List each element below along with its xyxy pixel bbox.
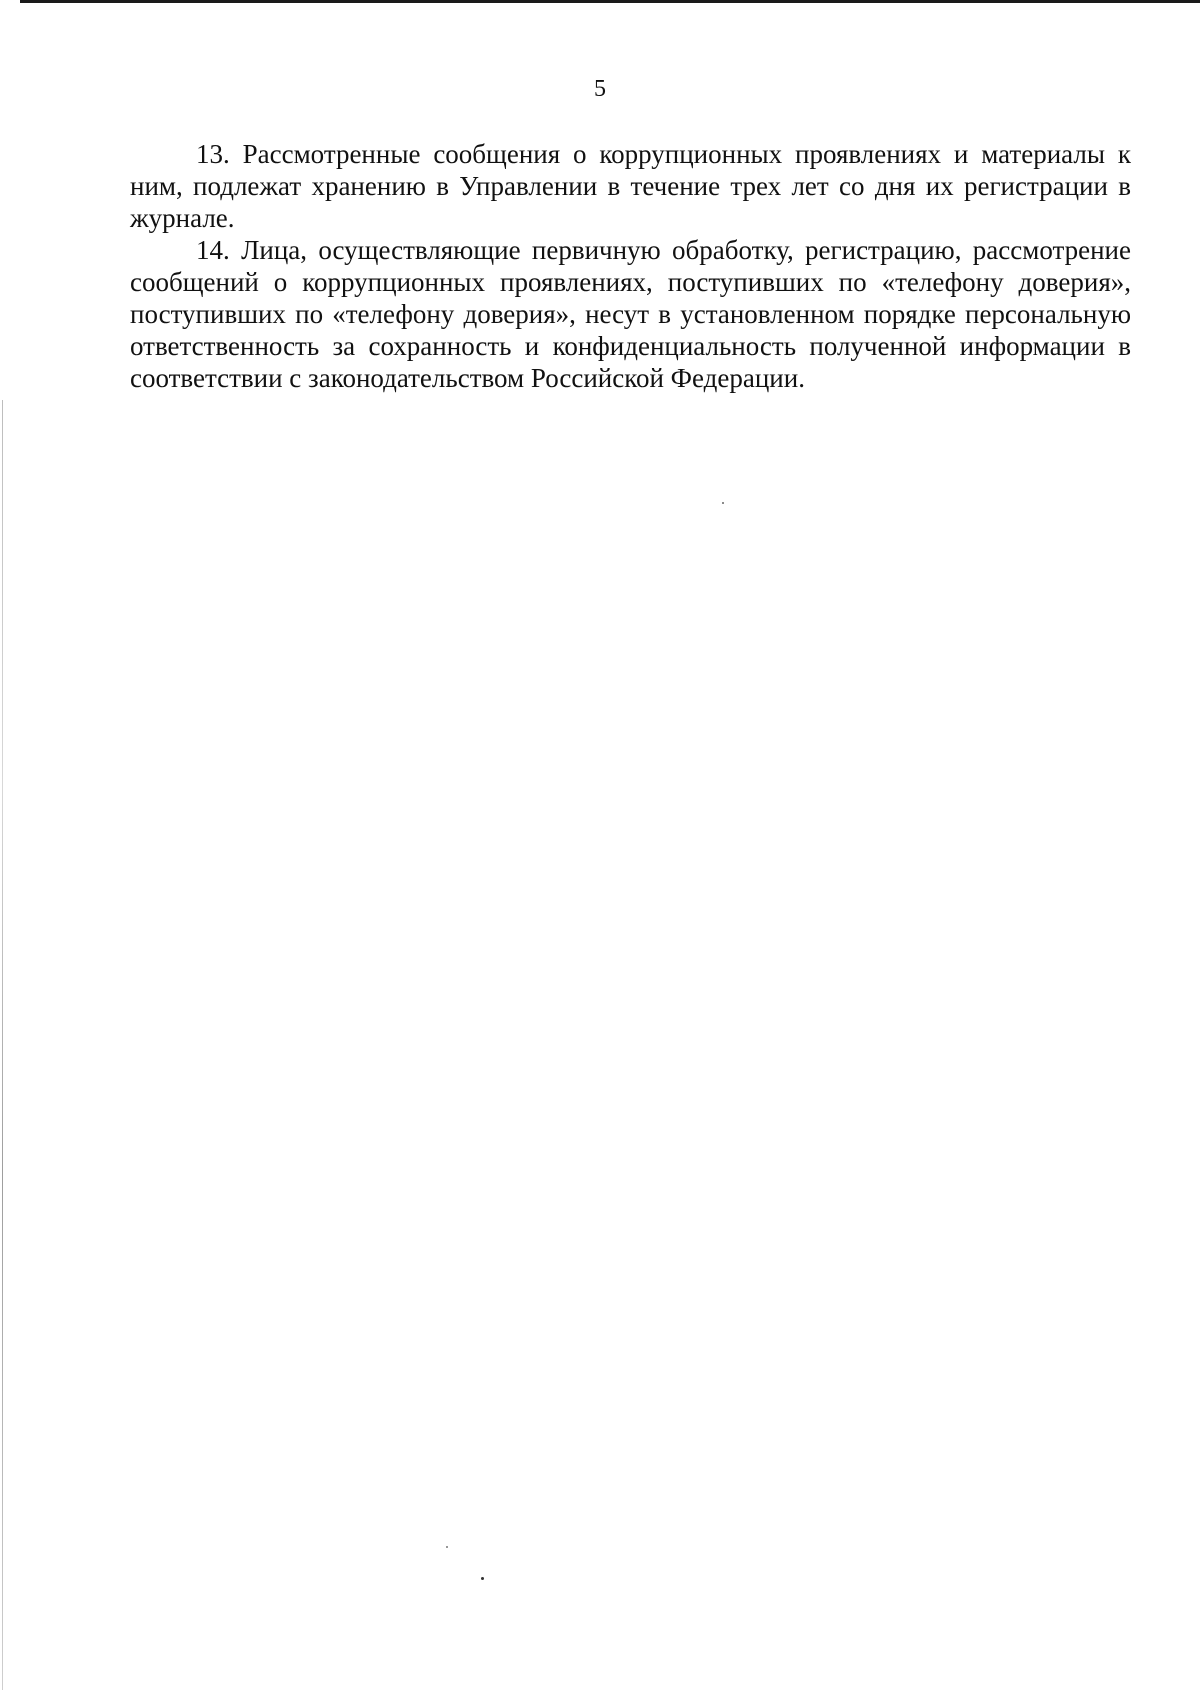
page-number: 5 (594, 76, 606, 102)
scan-edge-left (2, 400, 3, 1690)
paragraph-13: 13. Рассмотренные сообщения о коррупционных проявлениях и материалы к ним, подлежат хранению в Управлении в течение трех лет со дня их регистрации в журнале. (130, 139, 1131, 233)
scan-edge-top (20, 0, 1200, 3)
paragraph-14: 14. Лица, осуществляющие первичную обработку, регистрацию, рассмотрение сообщений о коррупционных проявлениях, поступивших по «телефону доверия», поступивших по «телефону доверия», несут в установленном порядке персональную ответственность за сохранность и конфиденциальность полученной информации в соответствии с законодательством Российской Федерации. (130, 235, 1131, 393)
document-body (130, 138, 1131, 394)
scan-speck (446, 1546, 448, 1548)
scan-speck (722, 502, 724, 504)
scan-speck (481, 1577, 484, 1580)
